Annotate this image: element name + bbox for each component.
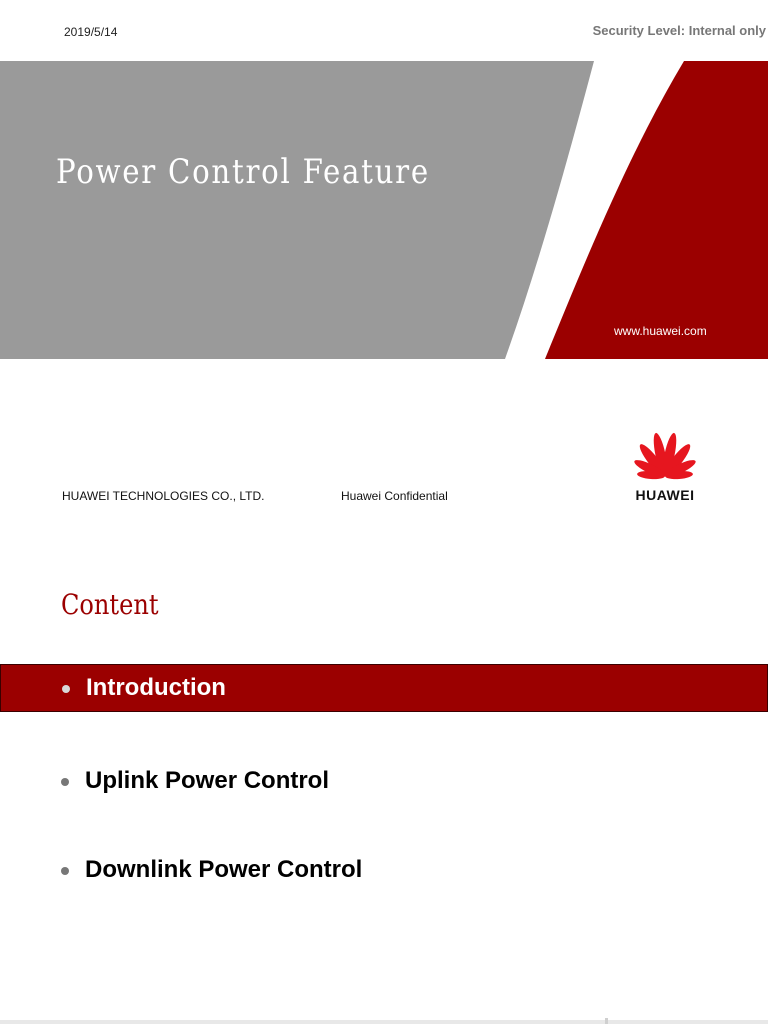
content-title: Content (61, 588, 159, 621)
content-item-introduction (0, 664, 768, 712)
content-slide (0, 548, 768, 1024)
confidential-label: Huawei Confidential (341, 489, 448, 503)
website-link[interactable]: www.huawei.com (614, 324, 707, 338)
content-item-downlink (0, 847, 768, 895)
content-item-label: Uplink Power Control (85, 767, 330, 794)
banner-gray-shape (0, 61, 594, 359)
page-divider-mark (605, 1018, 608, 1024)
bullet-icon (61, 867, 69, 875)
content-item-uplink (0, 758, 768, 806)
content-item-label: Downlink Power Control (85, 856, 363, 883)
huawei-logo-text: HUAWEI (635, 487, 695, 503)
slide-title: Power Control Feature (56, 152, 430, 192)
company-name: HUAWEI TECHNOLOGIES CO., LTD. (62, 489, 265, 503)
date-label: 2019/5/14 (64, 25, 118, 39)
security-level-label: Security Level: Internal only (592, 23, 766, 38)
page-bottom-border (0, 1020, 768, 1024)
title-banner (0, 61, 768, 359)
bullet-icon (62, 685, 70, 693)
content-item-label: Introduction (86, 674, 226, 701)
bullet-icon (61, 778, 69, 786)
